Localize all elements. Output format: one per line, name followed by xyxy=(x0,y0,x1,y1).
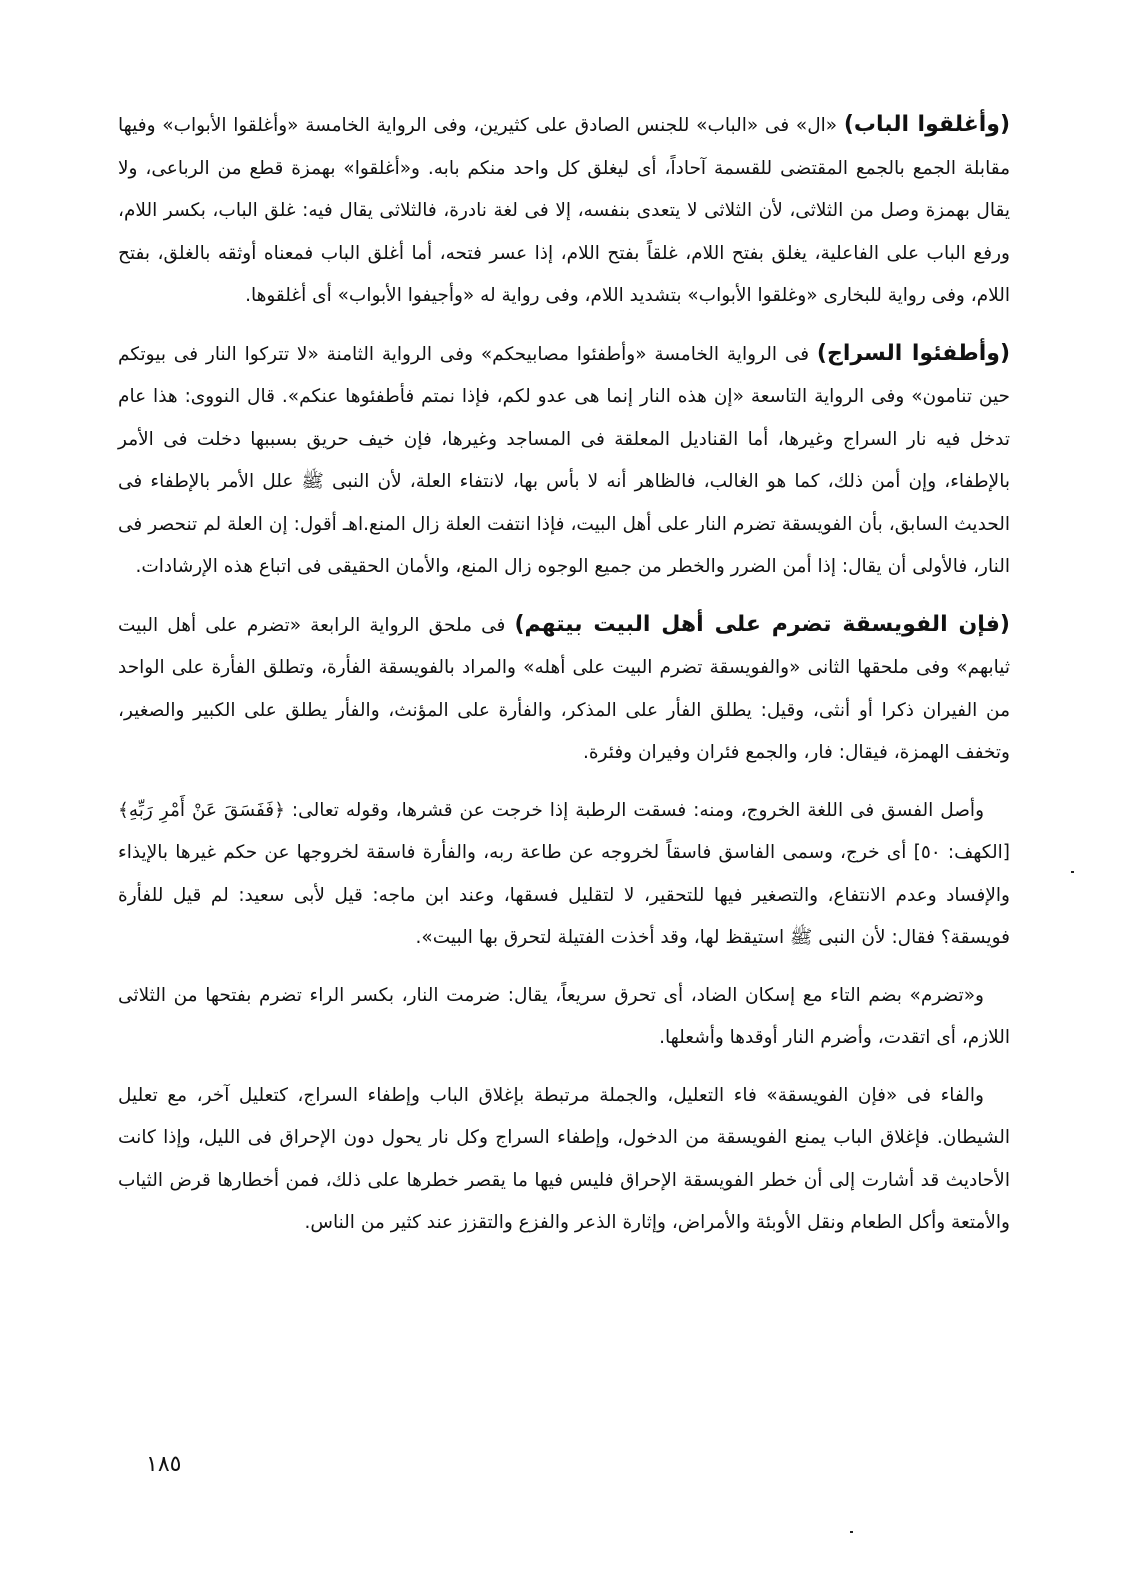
paragraph-heading: (فإن الفويسقة تضرم على أهل البيت بيتهم) xyxy=(514,611,1010,637)
scan-speck xyxy=(1071,871,1074,873)
paragraph-text: فى ملحق الرواية الرابعة «تضرم على أهل البيت ثيابهم» وفى ملحقها الثانى «والفويسقة تضرم البيت على أهله» والمراد بالفويسقة الفأرة، وتطلق الفأرة على الواحد من الفيران ذكرا أو أنثى، وقيل: يطلق الفأر على المذكر، والفأرة على المؤنث، والفأر يطلق على الكبير والصغير، وتخفف الهمزة، فيقال: فار، والجمع فئران وفيران وفئرة. xyxy=(118,614,1010,763)
scan-speck xyxy=(850,1531,853,1533)
paragraph-text: والفاء فى «فإن الفويسقة» فاء التعليل، والجملة مرتبطة بإغلاق الباب وإطفاء السراج، كتعليل آخر، مع تعليل الشيطان. فإغلاق الباب يمنع الفويسقة من الدخول، وإطفاء السراج وكل نار يحول دون الإحراق فى الليل، وإذا كانت الأحاديث قد أشارت إلى أن خطر الفويسقة الإحراق فليس فيها ما يقصر خطرها على ذلك، فمن أخطارها قرض الثياب والأمتعة وأكل الطعام ونقل الأوبئة والأمراض، وإثارة الذعر والفزع والتقزز عند كثير من الناس. xyxy=(118,1084,1010,1233)
paragraph-heading: (وأغلقوا الباب) xyxy=(843,112,1010,137)
paragraph-fa-taalil xyxy=(118,1075,1010,1245)
document-page xyxy=(118,104,1010,1260)
paragraph-text: فى الرواية الخامسة «وأطفئوا مصابيحكم» وفى الرواية الثامنة «لا تتركوا النار فى بيوتكم حين تنامون» وفى الرواية التاسعة «إن هذه النار إنما هى عدو لكم، فإذا نمتم فأطفئوها عنكم». قال النووى: هذا عام تدخل فيه نار السراج وغيرها، أما القناديل المعلقة فى المساجد وغيرها، فإن خيف حريق بسببها دخلت فى الأمر بالإطفاء، وإن أمن ذلك، كما هو الغالب، فالظاهر أنه لا بأس بها، لانتفاء العلة، لأن النبى ﷺ علل الأمر بالإطفاء فى الحديث السابق، بأن الفويسقة تضرم النار على أهل البيت، فإذا انتفت العلة زال المنع.اهـ أقول: إن العلة لم تنحصر فى النار، فالأولى أن يقال: إذا أمن الضرر والخطر من جميع الوجوه زال المنع، والأمان الحقيقى فى اتباع هذه الإرشادات. xyxy=(118,343,1010,577)
paragraph-extinguish-lamp xyxy=(118,333,1010,589)
paragraph-heading: (وأطفئوا السراج) xyxy=(816,340,1010,366)
paragraph-fuwaysiqa xyxy=(118,604,1010,775)
paragraph-tudrim xyxy=(118,975,1010,1060)
paragraph-close-door xyxy=(118,104,1010,318)
paragraph-text: «ال» فى «الباب» للجنس الصادق على كثيرين، وفى الرواية الخامسة «وأغلقوا الأبواب» وفيها مقابلة الجمع بالجمع المقتضى للقسمة آحاداً، أى ليغلق كل واحد منكم بابه. و«أغلقوا» بهمزة قطع من الرباعى، ولا يقال بهمزة وصل من الثلاثى، لأن الثلاثى لا يتعدى بنفسه، إلا فى لغة نادرة، فالثلاثى يقال فيه: غلق الباب، بكسر اللام، ورفع الباب على الفاعلية، يغلق بفتح اللام، غلقاً بفتح اللام، إذا عسر فتحه، أما أغلق الباب فمعناه أوثقه بالغلق، بفتح اللام، وفى رواية للبخارى «وغلقوا الأبواب» بتشديد اللام، وفى رواية له «وأجيفوا الأبواب» أى أغلقوها. xyxy=(118,115,1010,306)
paragraph-text: وأصل الفسق فى اللغة الخروج، ومنه: فسقت الرطبة إذا خرجت عن قشرها، وقوله تعالى: ﴿فَفَسَقَ عَنْ أَمْرِ رَبِّهِ﴾ [الكهف: ٥٠] أى خرج، وسمى الفاسق فاسقاً لخروجه عن طاعة ربه، والفأرة فاسقة لخروجها عن حكم غيرها بالإيذاء والإفساد وعدم الانتفاع، والتصغير فيها للتحقير، لا لتقليل فسقها، وعند ابن ماجه: قيل لأبى سعيد: لم قيل للفأرة فويسقة؟ فقال: لأن النبى ﷺ استيقظ لها، وقد أخذت الفتيلة لتحرق بها البيت». xyxy=(118,799,1010,948)
paragraph-text: و«تضرم» بضم التاء مع إسكان الضاد، أى تحرق سريعاً، يقال: ضرمت النار، بكسر الراء تضرم بفتحها من الثلاثى اللازم، أى اتقدت، وأضرم النار أوقدها وأشعلها. xyxy=(118,984,1010,1048)
page-number: ١٨٥ xyxy=(146,1452,182,1477)
paragraph-fisq-origin xyxy=(118,790,1010,960)
